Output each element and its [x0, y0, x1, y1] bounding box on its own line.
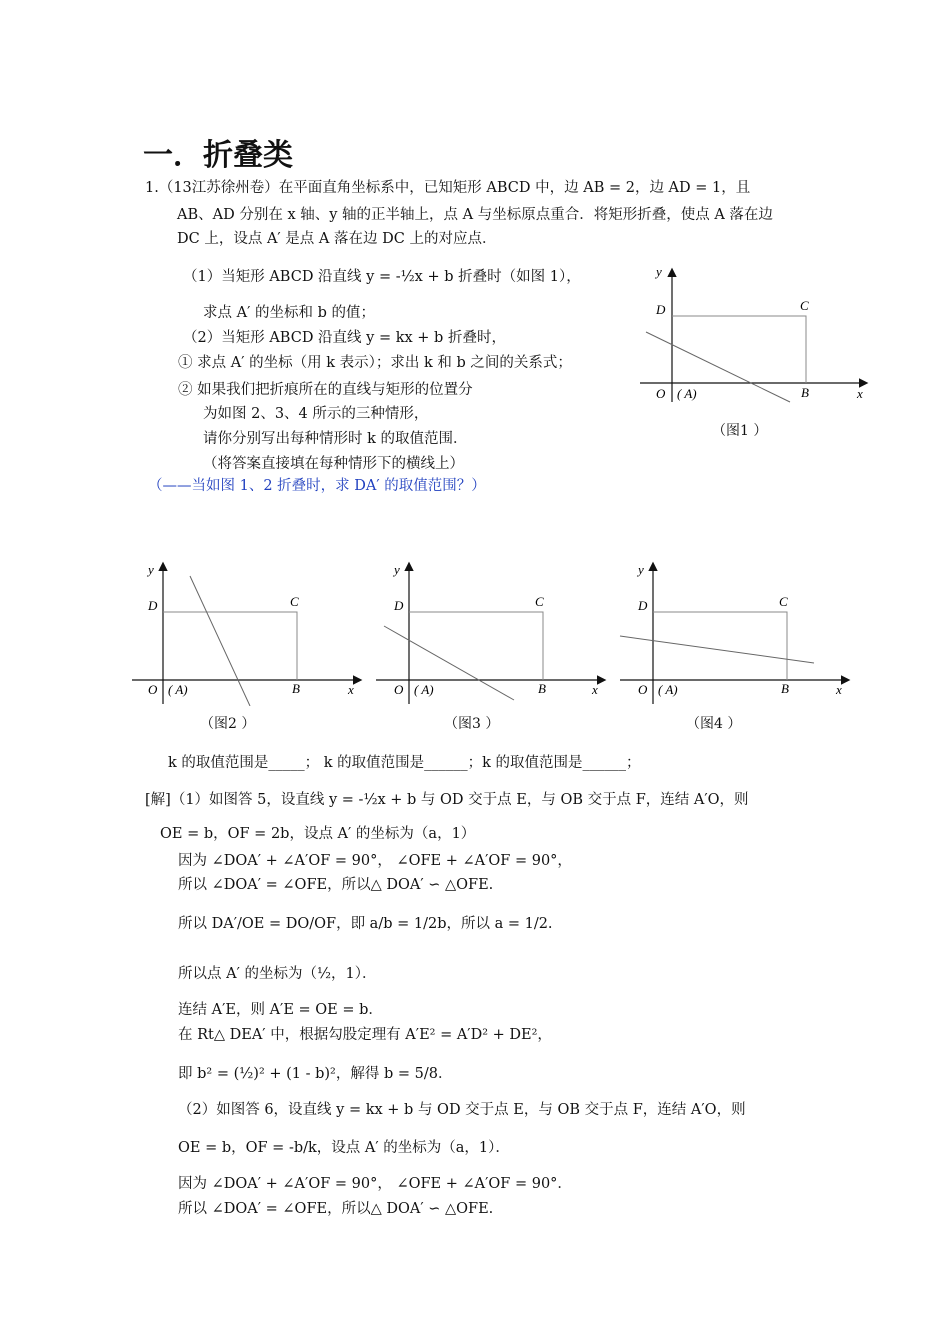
caption-fig-4: （图4 ）: [686, 716, 742, 732]
label-y: y: [148, 562, 154, 577]
solution-line-9: 即 b² = (½)² + (1 - b)²，解得 b = 5/8．: [178, 1066, 453, 1082]
solution-line-2: OE = b，OF = 2b，设点 A′ 的坐标为（a，1）: [160, 826, 476, 842]
figure-2: [128, 556, 368, 706]
solution-line-3: 因为 ∠DOA′ + ∠A′OF = 90°， ∠OFE + ∠A′OF = 90°，: [178, 853, 572, 869]
answer-blanks: k 的取值范围是_____； k 的取值范围是______；k 的取值范围是______；: [168, 755, 641, 771]
solution-line-13: 所以 ∠DOA′ = ∠OFE，所以△ DOA′ ∽ △OFE.: [178, 1201, 494, 1217]
question-2-ii-c: 请你分别写出每种情形时 k 的取值范围．: [203, 431, 468, 447]
label-x: x: [857, 386, 863, 401]
solution-line-10: （2）如图答 6，设直线 y = kx + b 与 OD 交于点 E，与 OB 交于点 F，连结 A′O，则: [178, 1102, 746, 1118]
label-A: ( A): [168, 682, 188, 697]
question-2-ii-b: 为如图 2、3、4 所示的三种情形，: [203, 406, 429, 422]
label-B: B: [781, 681, 789, 696]
label-O: O: [148, 682, 158, 697]
figure-3: [372, 556, 612, 706]
label-D: D: [148, 598, 158, 613]
question-2: （2）当矩形 ABCD 沿直线 y = kx + b 折叠时，: [183, 330, 506, 346]
label-x: x: [592, 682, 598, 697]
label-C: C: [800, 298, 809, 313]
label-B: B: [801, 385, 809, 400]
question-2-ii-d: （将答案直接填在每种情形下的横线上）: [203, 456, 464, 472]
label-y: y: [638, 562, 644, 577]
label-D: D: [638, 598, 648, 613]
problem-line-3: DC 上，设点 A′ 是点 A 落在边 DC 上的对应点．: [177, 231, 497, 247]
label-B: B: [292, 681, 300, 696]
problem-line-2: AB、AD 分别在 x 轴、y 轴的正半轴上，点 A 与坐标原点重合．将矩形折叠，使点 A 落在边: [177, 207, 773, 223]
solution-line-1: [解]（1）如图答 5，设直线 y = -½x + b 与 OD 交于点 E，与 OB 交于点 F，连结 A′O，则: [145, 792, 749, 808]
label-A: ( A): [677, 386, 697, 401]
label-D: D: [656, 302, 666, 317]
figure-4: [616, 556, 856, 706]
question-2-ii-a: ② 如果我们把折痕所在的直线与矩形的位置分: [178, 382, 473, 398]
label-C: C: [290, 594, 299, 609]
label-x: x: [348, 682, 354, 697]
question-1b: 求点 A′ 的坐标和 b 的值；: [203, 305, 375, 321]
caption-fig-1: （图1 ）: [712, 423, 768, 439]
solution-line-6: 所以点 A′ 的坐标为（½，1）．: [178, 966, 377, 982]
question-2-i: ① 求点 A′ 的坐标（用 k 表示）；求出 k 和 b 之间的关系式；: [178, 355, 572, 371]
label-A: ( A): [414, 682, 434, 697]
problem-line-1: 1.（13江苏徐州卷）在平面直角坐标系中，已知矩形 ABCD 中，边 AB = 2，边 AD = 1，且: [145, 180, 751, 196]
label-x: x: [836, 682, 842, 697]
label-C: C: [535, 594, 544, 609]
extra-question: （——当如图 1、2 折叠时，求 DA′ 的取值范围？）: [148, 478, 486, 494]
label-B: B: [538, 681, 546, 696]
label-O: O: [638, 682, 648, 697]
caption-fig-2: （图2 ）: [200, 716, 256, 732]
solution-line-7: 连结 A′E，则 A′E = OE = b．: [178, 1002, 383, 1018]
solution-line-12: 因为 ∠DOA′ + ∠A′OF = 90°， ∠OFE + ∠A′OF = 90°．: [178, 1176, 572, 1192]
solution-line-11: OE = b，OF = -b/k，设点 A′ 的坐标为（a，1）．: [178, 1140, 510, 1156]
section-title: 一．折叠类: [143, 138, 293, 173]
caption-fig-3: （图3 ）: [444, 716, 500, 732]
label-D: D: [394, 598, 404, 613]
solution-line-5: 所以 DA′/OE = DO/OF，即 a/b = 1/2b，所以 a = 1/2.: [178, 916, 553, 932]
label-y: y: [656, 264, 662, 279]
label-y: y: [394, 562, 400, 577]
label-O: O: [394, 682, 404, 697]
solution-line-8: 在 Rt△ DEA′ 中，根据勾股定理有 A′E² = A′D² + DE²，: [178, 1027, 552, 1043]
label-O: O: [656, 386, 666, 401]
question-1a: （1）当矩形 ABCD 沿直线 y = -½x + b 折叠时（如图 1），: [183, 269, 581, 285]
solution-line-4: 所以 ∠DOA′ = ∠OFE，所以△ DOA′ ∽ △OFE.: [178, 877, 494, 893]
label-A: ( A): [658, 682, 678, 697]
figure-1: [628, 262, 873, 412]
label-C: C: [779, 594, 788, 609]
